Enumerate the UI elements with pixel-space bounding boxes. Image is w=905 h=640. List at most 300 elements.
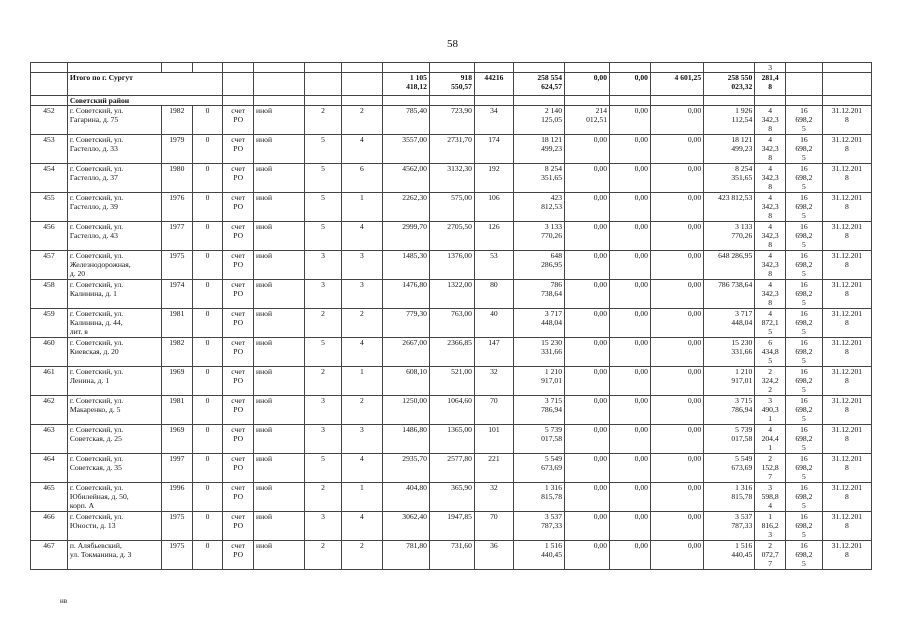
total-area-cell: 2935,70 bbox=[382, 454, 429, 483]
cost-budget-cell: 0,00 bbox=[610, 512, 651, 541]
address-cell: г. Советский, ул. Советская, д. 25 bbox=[67, 425, 161, 454]
unit-cost-cell: 4 342,3 8 bbox=[755, 251, 786, 280]
cost-owners-cell: 5 739 017,58 bbox=[704, 425, 755, 454]
cost-limit-cell: 16 698,2 5 bbox=[785, 338, 822, 367]
cost-other-cell: 0,00 bbox=[650, 512, 703, 541]
living-area-cell: 1365,00 bbox=[429, 425, 474, 454]
zero-flag-cell: 0 bbox=[192, 193, 223, 222]
total-area-cell: 2262,30 bbox=[382, 193, 429, 222]
cost-other-cell: 0,00 bbox=[650, 454, 703, 483]
total-cost-cell: 3 537 787,33 bbox=[513, 512, 564, 541]
floors-cell: 5 bbox=[305, 164, 342, 193]
account-type-cell: счет РО bbox=[223, 396, 254, 425]
owner-type-cell: иной bbox=[254, 280, 305, 309]
zero-flag-cell: 0 bbox=[192, 483, 223, 512]
total-area-cell: 1250,00 bbox=[382, 396, 429, 425]
owner-type-cell: иной bbox=[254, 338, 305, 367]
table-row bbox=[31, 483, 872, 512]
cost-limit-cell: 16 698,2 5 bbox=[785, 164, 822, 193]
floors-cell: 3 bbox=[305, 425, 342, 454]
address-cell: г. Советский, ул. Юбилейная, д. 50, корп. А bbox=[67, 483, 161, 512]
floors-cell: 2 bbox=[305, 367, 342, 396]
cost-budget-cell: 0,00 bbox=[610, 338, 651, 367]
account-type-cell: счет РО bbox=[223, 454, 254, 483]
cost-limit-cell: 16 698,2 5 bbox=[785, 425, 822, 454]
cost-limit-cell: 16 698,2 5 bbox=[785, 251, 822, 280]
cost-budget-cell: 0,00 bbox=[610, 396, 651, 425]
build-year-cell: 1979 bbox=[161, 135, 192, 164]
cost-owners-cell: 3 717 448,04 bbox=[704, 309, 755, 338]
cost-owners-cell: 3 715 786,94 bbox=[704, 396, 755, 425]
row-number-cell: 454 bbox=[31, 164, 68, 193]
residents-cell: 53 bbox=[474, 251, 513, 280]
cost-budget-cell: 0,00 bbox=[610, 193, 651, 222]
account-type-cell: счет РО bbox=[223, 164, 254, 193]
total-area2: 918 550,57 bbox=[429, 73, 474, 96]
cost-other-cell: 0,00 bbox=[650, 396, 703, 425]
cost-budget-cell: 0,00 bbox=[610, 280, 651, 309]
owner-type-cell: иной bbox=[254, 164, 305, 193]
row-number-cell: 457 bbox=[31, 251, 68, 280]
living-area-cell: 2731,70 bbox=[429, 135, 474, 164]
floors-cell: 3 bbox=[305, 396, 342, 425]
cost-owners-cell: 1 926 112,54 bbox=[704, 106, 755, 135]
entrances-cell: 4 bbox=[341, 512, 382, 541]
residents-cell: 106 bbox=[474, 193, 513, 222]
owner-type-cell: иной bbox=[254, 541, 305, 570]
unit-cost-cell: 4 872,1 5 bbox=[755, 309, 786, 338]
cost-owners-cell: 15 230 331,66 bbox=[704, 338, 755, 367]
account-type-cell: счет РО bbox=[223, 367, 254, 396]
cost-owners-cell: 1 210 917,01 bbox=[704, 367, 755, 396]
total-cost-cell: 18 121 499,23 bbox=[513, 135, 564, 164]
unit-cost-cell: 2 152,8 7 bbox=[755, 454, 786, 483]
table-row bbox=[31, 280, 872, 309]
total-area-cell: 608,10 bbox=[382, 367, 429, 396]
cost-owners-cell: 3 537 787,33 bbox=[704, 512, 755, 541]
table-row bbox=[31, 541, 872, 570]
account-type-cell: счет РО bbox=[223, 541, 254, 570]
table-row bbox=[31, 193, 872, 222]
account-type-cell: счет РО bbox=[223, 425, 254, 454]
entrances-cell: 4 bbox=[341, 454, 382, 483]
address-cell: г. Советский, ул. Железнодорожная, д. 20 bbox=[67, 251, 161, 280]
cost-limit-cell: 16 698,2 5 bbox=[785, 396, 822, 425]
total-area-cell: 1486,80 bbox=[382, 425, 429, 454]
zero-flag-cell: 0 bbox=[192, 222, 223, 251]
build-year-cell: 1969 bbox=[161, 367, 192, 396]
residents-cell: 32 bbox=[474, 483, 513, 512]
deadline-cell: 31.12.201 8 bbox=[822, 309, 871, 338]
cost-fund-cell: 0,00 bbox=[565, 541, 610, 570]
total-area-cell: 404,80 bbox=[382, 483, 429, 512]
cost-budget-cell: 0,00 bbox=[610, 309, 651, 338]
total-sum1: 258 554 624,57 bbox=[513, 73, 564, 96]
total-sum3: 0,00 bbox=[610, 73, 651, 96]
table-row bbox=[31, 396, 872, 425]
unit-cost-cell: 2 072,7 7 bbox=[755, 541, 786, 570]
cost-fund-cell: 0,00 bbox=[565, 222, 610, 251]
cost-fund-cell: 0,00 bbox=[565, 338, 610, 367]
total-area-cell: 2667,00 bbox=[382, 338, 429, 367]
floors-cell: 5 bbox=[305, 454, 342, 483]
entrances-cell: 2 bbox=[341, 309, 382, 338]
floors-cell: 2 bbox=[305, 541, 342, 570]
address-cell: г. Советский, ул. Киевская, д. 20 bbox=[67, 338, 161, 367]
cost-owners-cell: 648 286,95 bbox=[704, 251, 755, 280]
cost-other-cell: 0,00 bbox=[650, 222, 703, 251]
account-type-cell: счет РО bbox=[223, 106, 254, 135]
total-residents: 44216 bbox=[474, 73, 513, 96]
cost-other-cell: 0,00 bbox=[650, 483, 703, 512]
row-number-cell: 458 bbox=[31, 280, 68, 309]
owner-type-cell: иной bbox=[254, 106, 305, 135]
deadline-cell: 31.12.201 8 bbox=[822, 425, 871, 454]
total-cost-cell: 8 254 351,65 bbox=[513, 164, 564, 193]
address-cell: г. Советский, ул. Калинина, д. 44, лит. в bbox=[67, 309, 161, 338]
deadline-cell: 31.12.201 8 bbox=[822, 280, 871, 309]
living-area-cell: 1376,00 bbox=[429, 251, 474, 280]
unit-cost-cell: 6 434,8 5 bbox=[755, 338, 786, 367]
cost-owners-cell: 18 121 499,23 bbox=[704, 135, 755, 164]
cost-limit-cell: 16 698,2 5 bbox=[785, 483, 822, 512]
cost-limit-cell: 16 698,2 5 bbox=[785, 309, 822, 338]
cost-budget-cell: 0,00 bbox=[610, 425, 651, 454]
build-year-cell: 1996 bbox=[161, 483, 192, 512]
total-cost-cell: 1 316 815,78 bbox=[513, 483, 564, 512]
row-number-cell: 462 bbox=[31, 396, 68, 425]
address-cell: г. Советский, ул. Гастелло, д. 39 bbox=[67, 193, 161, 222]
total-cost-cell: 2 140 125,05 bbox=[513, 106, 564, 135]
table-row bbox=[31, 512, 872, 541]
floors-cell: 2 bbox=[305, 309, 342, 338]
cost-limit-cell: 16 698,2 5 bbox=[785, 280, 822, 309]
deadline-cell: 31.12.201 8 bbox=[822, 164, 871, 193]
total-area-cell: 3557,00 bbox=[382, 135, 429, 164]
cost-budget-cell: 0,00 bbox=[610, 251, 651, 280]
row-number-cell: 463 bbox=[31, 425, 68, 454]
cost-budget-cell: 0,00 bbox=[610, 367, 651, 396]
living-area-cell: 763,00 bbox=[429, 309, 474, 338]
total-cost-cell: 15 230 331,66 bbox=[513, 338, 564, 367]
entrances-cell: 1 bbox=[341, 193, 382, 222]
account-type-cell: счет РО bbox=[223, 309, 254, 338]
total-rate: 281,4 8 bbox=[755, 73, 786, 96]
living-area-cell: 521,00 bbox=[429, 367, 474, 396]
cost-budget-cell: 0,00 bbox=[610, 454, 651, 483]
total-cost-cell: 5 739 017,58 bbox=[513, 425, 564, 454]
unit-cost-cell: 4 342,3 8 bbox=[755, 106, 786, 135]
cost-budget-cell: 0,00 bbox=[610, 483, 651, 512]
top-fragment-row bbox=[31, 63, 872, 73]
total-cost-cell: 1 210 917,01 bbox=[513, 367, 564, 396]
deadline-cell: 31.12.201 8 bbox=[822, 106, 871, 135]
zero-flag-cell: 0 bbox=[192, 309, 223, 338]
residents-cell: 36 bbox=[474, 541, 513, 570]
entrances-cell: 6 bbox=[341, 164, 382, 193]
address-cell: г. Советский, ул. Гастелло, д. 33 bbox=[67, 135, 161, 164]
residents-cell: 221 bbox=[474, 454, 513, 483]
cost-budget-cell: 0,00 bbox=[610, 222, 651, 251]
table-row bbox=[31, 309, 872, 338]
cost-limit-cell: 16 698,2 5 bbox=[785, 106, 822, 135]
build-year-cell: 1982 bbox=[161, 338, 192, 367]
living-area-cell: 723,90 bbox=[429, 106, 474, 135]
cost-limit-cell: 16 698,2 5 bbox=[785, 222, 822, 251]
cost-owners-cell: 423 812,53 bbox=[704, 193, 755, 222]
total-cost-cell: 3 133 770,26 bbox=[513, 222, 564, 251]
floors-cell: 2 bbox=[305, 483, 342, 512]
unit-cost-cell: 4 342,3 8 bbox=[755, 193, 786, 222]
residents-cell: 70 bbox=[474, 512, 513, 541]
account-type-cell: счет РО bbox=[223, 135, 254, 164]
residents-cell: 101 bbox=[474, 425, 513, 454]
living-area-cell: 1947,85 bbox=[429, 512, 474, 541]
row-number-cell: 467 bbox=[31, 541, 68, 570]
total-sum2: 0,00 bbox=[565, 73, 610, 96]
build-year-cell: 1977 bbox=[161, 222, 192, 251]
living-area-cell: 731,60 bbox=[429, 541, 474, 570]
entrances-cell: 3 bbox=[341, 425, 382, 454]
zero-flag-cell: 0 bbox=[192, 164, 223, 193]
row-number-cell: 460 bbox=[31, 338, 68, 367]
total-area-cell: 3062,40 bbox=[382, 512, 429, 541]
address-cell: г. Советский, ул. Гастелло, д. 37 bbox=[67, 164, 161, 193]
deadline-cell: 31.12.201 8 bbox=[822, 483, 871, 512]
page-number: 58 bbox=[447, 38, 458, 50]
account-type-cell: счет РО bbox=[223, 483, 254, 512]
total-label: Итого по г. Сургут bbox=[67, 73, 223, 96]
build-year-cell: 1981 bbox=[161, 396, 192, 425]
table-row bbox=[31, 338, 872, 367]
build-year-cell: 1975 bbox=[161, 251, 192, 280]
zero-flag-cell: 0 bbox=[192, 454, 223, 483]
zero-flag-cell: 0 bbox=[192, 106, 223, 135]
address-cell: г. Советский, ул. Гагарина, д. 75 bbox=[67, 106, 161, 135]
residents-cell: 80 bbox=[474, 280, 513, 309]
residents-cell: 34 bbox=[474, 106, 513, 135]
deadline-cell: 31.12.201 8 bbox=[822, 396, 871, 425]
floors-cell: 5 bbox=[305, 193, 342, 222]
floors-cell: 5 bbox=[305, 135, 342, 164]
residents-cell: 70 bbox=[474, 396, 513, 425]
table-row bbox=[31, 222, 872, 251]
total-area-cell: 785,40 bbox=[382, 106, 429, 135]
zero-flag-cell: 0 bbox=[192, 251, 223, 280]
table-row bbox=[31, 106, 872, 135]
owner-type-cell: иной bbox=[254, 512, 305, 541]
build-year-cell: 1982 bbox=[161, 106, 192, 135]
cost-budget-cell: 0,00 bbox=[610, 106, 651, 135]
total-cost-cell: 423 812,53 bbox=[513, 193, 564, 222]
zero-flag-cell: 0 bbox=[192, 338, 223, 367]
cost-other-cell: 0,00 bbox=[650, 367, 703, 396]
build-year-cell: 1976 bbox=[161, 193, 192, 222]
zero-flag-cell: 0 bbox=[192, 425, 223, 454]
owner-type-cell: иной bbox=[254, 483, 305, 512]
total-area-cell: 779,30 bbox=[382, 309, 429, 338]
entrances-cell: 1 bbox=[341, 483, 382, 512]
row-number-cell: 461 bbox=[31, 367, 68, 396]
deadline-cell: 31.12.201 8 bbox=[822, 251, 871, 280]
zero-flag-cell: 0 bbox=[192, 280, 223, 309]
total-area1: 1 105 418,12 bbox=[382, 73, 429, 96]
cost-limit-cell: 16 698,2 5 bbox=[785, 367, 822, 396]
cost-fund-cell: 0,00 bbox=[565, 483, 610, 512]
entrances-cell: 3 bbox=[341, 251, 382, 280]
deadline-cell: 31.12.201 8 bbox=[822, 541, 871, 570]
table-row bbox=[31, 164, 872, 193]
residents-cell: 147 bbox=[474, 338, 513, 367]
owner-type-cell: иной bbox=[254, 251, 305, 280]
table-row bbox=[31, 135, 872, 164]
total-sum5: 258 550 023,32 bbox=[704, 73, 755, 96]
row-number-cell: 453 bbox=[31, 135, 68, 164]
address-cell: г. Советский, ул. Макаренко, д. 5 bbox=[67, 396, 161, 425]
residents-cell: 192 bbox=[474, 164, 513, 193]
account-type-cell: счет РО bbox=[223, 251, 254, 280]
district-label: Советский район bbox=[67, 96, 223, 106]
unit-cost-cell: 1 816,2 3 bbox=[755, 512, 786, 541]
row-number-cell: 456 bbox=[31, 222, 68, 251]
unit-cost-cell: 4 342,3 8 bbox=[755, 164, 786, 193]
district-row bbox=[31, 96, 872, 106]
row-number-cell: 459 bbox=[31, 309, 68, 338]
cost-other-cell: 0,00 bbox=[650, 106, 703, 135]
cost-owners-cell: 8 254 351,65 bbox=[704, 164, 755, 193]
cost-other-cell: 0,00 bbox=[650, 193, 703, 222]
cost-fund-cell: 0,00 bbox=[565, 309, 610, 338]
row-number-cell: 455 bbox=[31, 193, 68, 222]
residents-cell: 174 bbox=[474, 135, 513, 164]
total-area-cell: 1476,80 bbox=[382, 280, 429, 309]
entrances-cell: 4 bbox=[341, 135, 382, 164]
account-type-cell: счет РО bbox=[223, 338, 254, 367]
owner-type-cell: иной bbox=[254, 454, 305, 483]
floors-cell: 2 bbox=[305, 106, 342, 135]
deadline-cell: 31.12.201 8 bbox=[822, 454, 871, 483]
row-number-cell: 452 bbox=[31, 106, 68, 135]
cost-fund-cell: 214 012,51 bbox=[565, 106, 610, 135]
cost-fund-cell: 0,00 bbox=[565, 164, 610, 193]
build-year-cell: 1980 bbox=[161, 164, 192, 193]
living-area-cell: 2366,85 bbox=[429, 338, 474, 367]
build-year-cell: 1975 bbox=[161, 541, 192, 570]
cost-other-cell: 0,00 bbox=[650, 135, 703, 164]
living-area-cell: 1064,60 bbox=[429, 396, 474, 425]
table-row bbox=[31, 454, 872, 483]
table-row bbox=[31, 367, 872, 396]
unit-cost-cell: 4 342,3 8 bbox=[755, 222, 786, 251]
address-cell: г. Советский, ул. Калинина, д. 1 bbox=[67, 280, 161, 309]
table-row bbox=[31, 251, 872, 280]
residents-cell: 40 bbox=[474, 309, 513, 338]
cost-budget-cell: 0,00 bbox=[610, 135, 651, 164]
cost-fund-cell: 0,00 bbox=[565, 396, 610, 425]
row-number-cell: 464 bbox=[31, 454, 68, 483]
cost-other-cell: 0,00 bbox=[650, 338, 703, 367]
build-year-cell: 1981 bbox=[161, 309, 192, 338]
unit-cost-cell: 3 490,3 1 bbox=[755, 396, 786, 425]
build-year-cell: 1974 bbox=[161, 280, 192, 309]
total-area-cell: 2999,70 bbox=[382, 222, 429, 251]
entrances-cell: 2 bbox=[341, 396, 382, 425]
cost-owners-cell: 1 516 440,45 bbox=[704, 541, 755, 570]
unit-cost-cell: 4 342,3 8 bbox=[755, 135, 786, 164]
owner-type-cell: иной bbox=[254, 425, 305, 454]
entrances-cell: 3 bbox=[341, 280, 382, 309]
account-type-cell: счет РО bbox=[223, 512, 254, 541]
deadline-cell: 31.12.201 8 bbox=[822, 512, 871, 541]
zero-flag-cell: 0 bbox=[192, 367, 223, 396]
address-cell: г. Советский, ул. Советская, д. 35 bbox=[67, 454, 161, 483]
total-cost-cell: 786 738,64 bbox=[513, 280, 564, 309]
address-cell: г. Советский, ул. Юности, д. 13 bbox=[67, 512, 161, 541]
entrances-cell: 2 bbox=[341, 541, 382, 570]
housing-register-table bbox=[30, 62, 872, 570]
account-type-cell: счет РО bbox=[223, 193, 254, 222]
total-area-cell: 4562,00 bbox=[382, 164, 429, 193]
cost-fund-cell: 0,00 bbox=[565, 454, 610, 483]
cost-other-cell: 0,00 bbox=[650, 309, 703, 338]
owner-type-cell: иной bbox=[254, 193, 305, 222]
cost-limit-cell: 16 698,2 5 bbox=[785, 454, 822, 483]
floors-cell: 3 bbox=[305, 251, 342, 280]
cost-owners-cell: 5 549 673,69 bbox=[704, 454, 755, 483]
footer-mark: нв bbox=[60, 597, 68, 605]
unit-cost-cell: 2 324,2 2 bbox=[755, 367, 786, 396]
top-fragment-cell: 3 bbox=[755, 63, 786, 73]
cost-fund-cell: 0,00 bbox=[565, 425, 610, 454]
cost-limit-cell: 16 698,2 5 bbox=[785, 193, 822, 222]
cost-other-cell: 0,00 bbox=[650, 280, 703, 309]
cost-owners-cell: 3 133 770,26 bbox=[704, 222, 755, 251]
deadline-cell: 31.12.201 8 bbox=[822, 193, 871, 222]
unit-cost-cell: 4 342,3 8 bbox=[755, 280, 786, 309]
cost-fund-cell: 0,00 bbox=[565, 367, 610, 396]
living-area-cell: 3132,30 bbox=[429, 164, 474, 193]
row-number-cell: 466 bbox=[31, 512, 68, 541]
total-cost-cell: 3 715 786,94 bbox=[513, 396, 564, 425]
floors-cell: 3 bbox=[305, 280, 342, 309]
cost-owners-cell: 786 738,64 bbox=[704, 280, 755, 309]
total-cost-cell: 648 286,95 bbox=[513, 251, 564, 280]
address-cell: г. Советский, ул. Ленина, д. 1 bbox=[67, 367, 161, 396]
deadline-cell: 31.12.201 8 bbox=[822, 135, 871, 164]
zero-flag-cell: 0 bbox=[192, 541, 223, 570]
living-area-cell: 2577,80 bbox=[429, 454, 474, 483]
deadline-cell: 31.12.201 8 bbox=[822, 367, 871, 396]
cost-fund-cell: 0,00 bbox=[565, 193, 610, 222]
cost-other-cell: 0,00 bbox=[650, 541, 703, 570]
living-area-cell: 2705,50 bbox=[429, 222, 474, 251]
residents-cell: 126 bbox=[474, 222, 513, 251]
cost-owners-cell: 1 316 815,78 bbox=[704, 483, 755, 512]
floors-cell: 5 bbox=[305, 338, 342, 367]
deadline-cell: 31.12.201 8 bbox=[822, 222, 871, 251]
account-type-cell: счет РО bbox=[223, 280, 254, 309]
floors-cell: 5 bbox=[305, 222, 342, 251]
cost-limit-cell: 16 698,2 5 bbox=[785, 541, 822, 570]
cost-limit-cell: 16 698,2 5 bbox=[785, 512, 822, 541]
cost-budget-cell: 0,00 bbox=[610, 164, 651, 193]
cost-limit-cell: 16 698,2 5 bbox=[785, 135, 822, 164]
zero-flag-cell: 0 bbox=[192, 396, 223, 425]
cost-other-cell: 0,00 bbox=[650, 251, 703, 280]
row-number-cell: 465 bbox=[31, 483, 68, 512]
owner-type-cell: иной bbox=[254, 367, 305, 396]
owner-type-cell: иной bbox=[254, 309, 305, 338]
